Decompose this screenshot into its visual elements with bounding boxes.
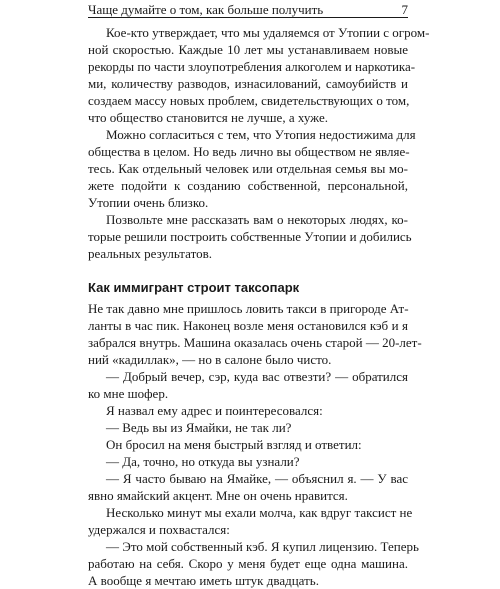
text-line: А вообще я мечтаю иметь штук двадцать. [88, 573, 319, 588]
text-line: Несколько минут мы ехали молча, как вдруг таксист не [106, 505, 413, 520]
text-line: создаем массу новых проблем, свидетельствующих о том, [88, 93, 410, 108]
paragraph-2 [88, 126, 416, 211]
text-line: ланты в час пик. Наконец возле меня остановился кэб и я [88, 318, 408, 333]
text-line: ний «кадиллак», — но в салоне было чисто. [88, 352, 332, 367]
text-line: жете подойти к созданию собственной, персональной, [88, 178, 408, 193]
dialogue-1 [88, 368, 408, 402]
text-line: явно ямайский акцент. Мне он очень нравится. [88, 488, 348, 503]
paragraph-3 [88, 211, 412, 262]
text-line: — Я часто бываю на Ямайке, — объяснил я. — У вас [106, 471, 408, 486]
text-line: Не так давно мне пришлось ловить такси в пригороде Ат- [88, 301, 409, 316]
paragraph-4 [88, 300, 422, 368]
text-line: — Это мой собственный кэб. Я купил лицензию. Теперь [106, 539, 419, 554]
text-line: ко мне шофер. [88, 386, 169, 401]
text-line: реальных результатов. [88, 246, 212, 261]
text-line: работаю на себя. Скоро у меня будет еще одна машина. [88, 556, 408, 571]
text-line: Можно согласиться с тем, что Утопия недостижима для [106, 127, 416, 142]
paragraph-1 [88, 24, 430, 126]
body-text [88, 24, 430, 589]
section-spacer [88, 262, 408, 279]
text-line: что общество становится не лучше, а хуже. [88, 110, 329, 125]
text-line: — Да, точно, но откуда вы узнали? [106, 454, 300, 469]
text-line: тесь. Как отдельный человек или отдельная семья вы мо- [88, 161, 408, 176]
text-line: ми, количеству разводов, изнасилований, самоубийств и [88, 76, 408, 91]
text-line: Кое-кто утверждает, что мы удаляемся от Утопии с огром- [106, 25, 430, 40]
text-line: рекорды по части злоупотребления алкоголем и наркотика- [88, 59, 416, 74]
text-line: Я назвал ему адрес и поинтересовался: [106, 403, 323, 418]
page-number: 7 [401, 2, 408, 17]
text-line: удержался и похвастался: [88, 522, 230, 537]
text-line: Позвольте мне рассказать вам о некоторых людях, ко- [106, 212, 408, 227]
running-head [88, 2, 408, 18]
text-line: Он бросил на меня быстрый взгляд и ответил: [106, 437, 362, 452]
text-line: ной скоростью. Каждые 10 лет мы устанавливаем новые [88, 42, 408, 57]
text-line: — Добрый вечер, сэр, куда вас отвезти? — обратился [106, 369, 408, 384]
text-line: забрался внутрь. Машина оказалась очень старой — 20-лет- [88, 335, 422, 350]
header-rule [88, 17, 408, 18]
text-line: общества в целом. Но ведь лично вы обществом не являе- [88, 144, 410, 159]
paragraph-5 [88, 504, 413, 538]
text-line: Утопии очень близко. [88, 195, 209, 210]
dialogue-2 [88, 470, 408, 504]
text-line: — Ведь вы из Ямайки, не так ли? [106, 420, 292, 435]
section-heading: Как иммигрант строит таксопарк [88, 280, 300, 295]
running-head-title: Чаще думайте о том, как больше получить [88, 2, 324, 17]
dialogue-3 [88, 538, 419, 589]
text-line: торые решили построить собственные Утопии и добились [88, 229, 412, 244]
